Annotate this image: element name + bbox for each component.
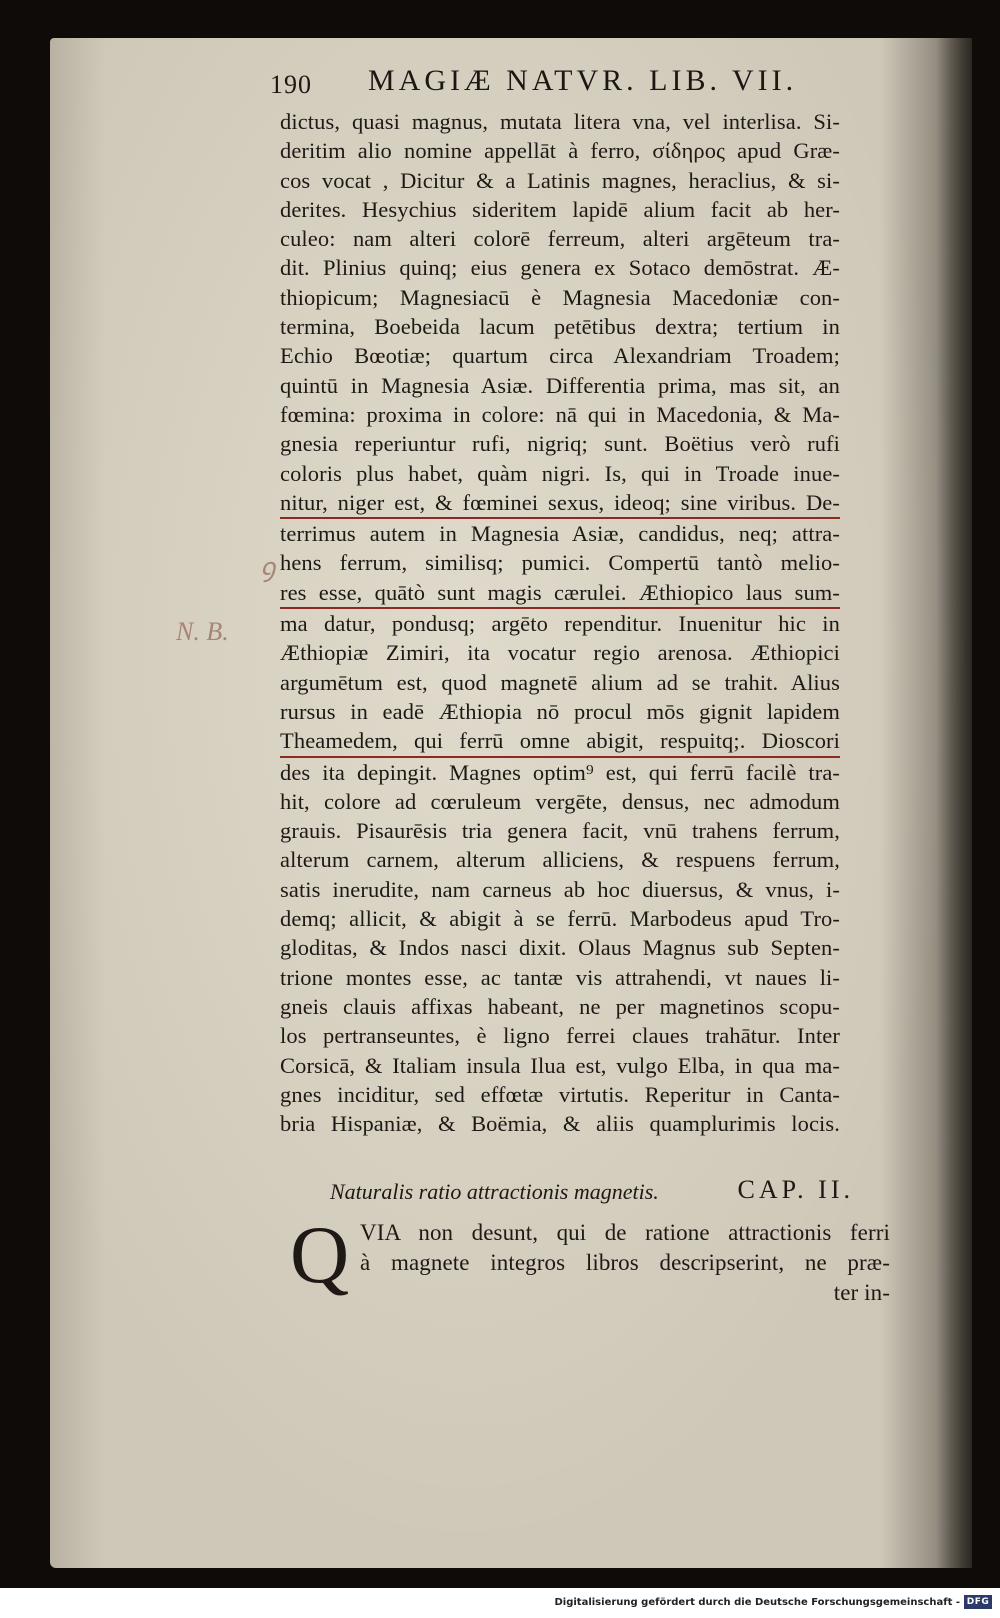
page-fore-edge-shadow	[936, 38, 972, 1568]
text-line: rursus in eadē Æthiopia nō procul mōs gignit lapidem	[280, 698, 840, 724]
funding-notice: Digitalisierung gefördert durch die Deutsche Forschungsgemeinschaft -	[554, 1597, 960, 1608]
text-line: cos vocat , Dicitur & a Latinis magnes, heraclius, & si-	[280, 167, 840, 193]
chapter-heading	[330, 1175, 890, 1207]
text-line: à magnete integros libros descripserint, ne præ-	[360, 1250, 890, 1275]
text-line-underlined: res esse, quātò sunt magis cærulei. Æthiopico laus sum-	[280, 578, 840, 609]
catchword-line: ter in-	[833, 1280, 890, 1305]
text-line: Corsicā, & Italiam insula Ilua est, vulgo Elba, in qua ma-	[280, 1052, 840, 1078]
text-line: ma datur, pondusq; argēto rependitur. Inuenitur hic in	[280, 611, 840, 637]
text-line: derites. Hesychius sideritem lapidē alium facit ab her-	[280, 196, 840, 222]
text-line: satis inerudite, nam carneus ab hoc diuersus, & vnus, i-	[280, 876, 840, 902]
text-line: des ita depingit. Magnes optim⁹ est, qui ferrū facilè tra-	[280, 759, 840, 785]
text-line-underlined: Theamedem, qui ferrū omne abigit, respuitq;. Dioscori	[280, 726, 840, 757]
text-line: gneis clauis affixas habeant, ne per magnetinos scopu-	[280, 993, 840, 1019]
text-line: bria Hispaniæ, & Boëmia, & aliis quamplurimis locis.	[280, 1111, 840, 1137]
text-line: dit. Plinius quinq; eius genera ex Sotaco demōstrat. Æ-	[280, 255, 840, 281]
text-line: deritim alio nomine appellāt à ferro, σίδηρος apud Græ-	[280, 138, 840, 164]
drop-cap-initial: Q	[290, 1209, 350, 1300]
page-header	[270, 64, 870, 104]
text-line: quintū in Magnesia Asiæ. Differentia prima, mas sit, an	[280, 372, 840, 398]
main-text-block	[280, 107, 840, 1138]
chapter-text-block	[360, 1218, 890, 1308]
text-line: culeo: nam alteri colorē ferreum, alteri argēteum tra-	[280, 226, 840, 252]
text-line: Æthiopiæ Zimiri, ita vocatur regio arenosa. Æthiopici	[280, 640, 840, 666]
text-line: gnes inciditur, sed effœtæ virtutis. Reperitur in Canta-	[280, 1081, 840, 1107]
text-line: gnesia reperiuntur rufi, nigriq; sunt. Boëtius verò rufi	[280, 431, 840, 457]
margin-note-mark: ꝯ	[260, 553, 276, 582]
dfg-logo-icon: DFG	[964, 1595, 992, 1609]
chapter-title: Naturalis ratio attractionis magnetis.	[330, 1179, 659, 1204]
text-line: hit, colore ad cœruleum vergēte, densus, nec admodum	[280, 788, 840, 814]
text-line: demq; allicit, & abigit à se ferrū. Marbodeus apud Tro-	[280, 906, 840, 932]
text-line: alterum carnem, alterum alliciens, & respuens ferrum,	[280, 847, 840, 873]
text-line: coloris plus habet, quàm nigri. Is, qui in Troade inue-	[280, 460, 840, 486]
page-number: 190	[270, 70, 312, 99]
text-line: argumētum est, quod magnetē alium ad se trahit. Alius	[280, 669, 840, 695]
text-line: terrimus autem in Magnesia Asiæ, candidus, neq; attra-	[280, 521, 840, 547]
text-line: los pertranseuntes, è ligno ferrei claues trahātur. Inter	[280, 1023, 840, 1049]
text-line: trione montes esse, ac tantæ vis attrahendi, vt naues li-	[280, 964, 840, 990]
footer-bar	[0, 1588, 1000, 1618]
text-line: thiopicum; Magnesiacū è Magnesia Macedoniæ con-	[280, 284, 840, 310]
text-line: termina, Boebeida lacum petētibus dextra; tertium in	[280, 314, 840, 340]
text-line: Echio Bœotiæ; quartum circa Alexandriam Troadem;	[280, 343, 840, 369]
text-line: gloditas, & Indos nasci dixit. Olaus Magnus sub Septen-	[280, 935, 840, 961]
text-line: grauis. Pisaurēsis tria genera facit, vnū trahens ferrum,	[280, 818, 840, 844]
text-line: dictus, quasi magnus, mutata litera vna, vel interlisa. Si-	[280, 109, 840, 134]
margin-note-nb: N. B.	[176, 617, 229, 646]
text-line: VIA non desunt, qui de ratione attractionis ferri	[360, 1220, 890, 1245]
running-head: MAGIÆ NATVR. LIB. VII.	[368, 64, 798, 97]
text-line: hens ferrum, similisq; pumici. Compertū tantò melio-	[280, 550, 840, 576]
chapter-number: CAP. II.	[737, 1175, 854, 1204]
text-line: fœmina: proxima in colore: nā qui in Macedonia, & Ma-	[280, 401, 840, 427]
text-line-underlined: nitur, niger est, & fœminei sexus, ideoq; sine viribus. De-	[280, 488, 840, 519]
